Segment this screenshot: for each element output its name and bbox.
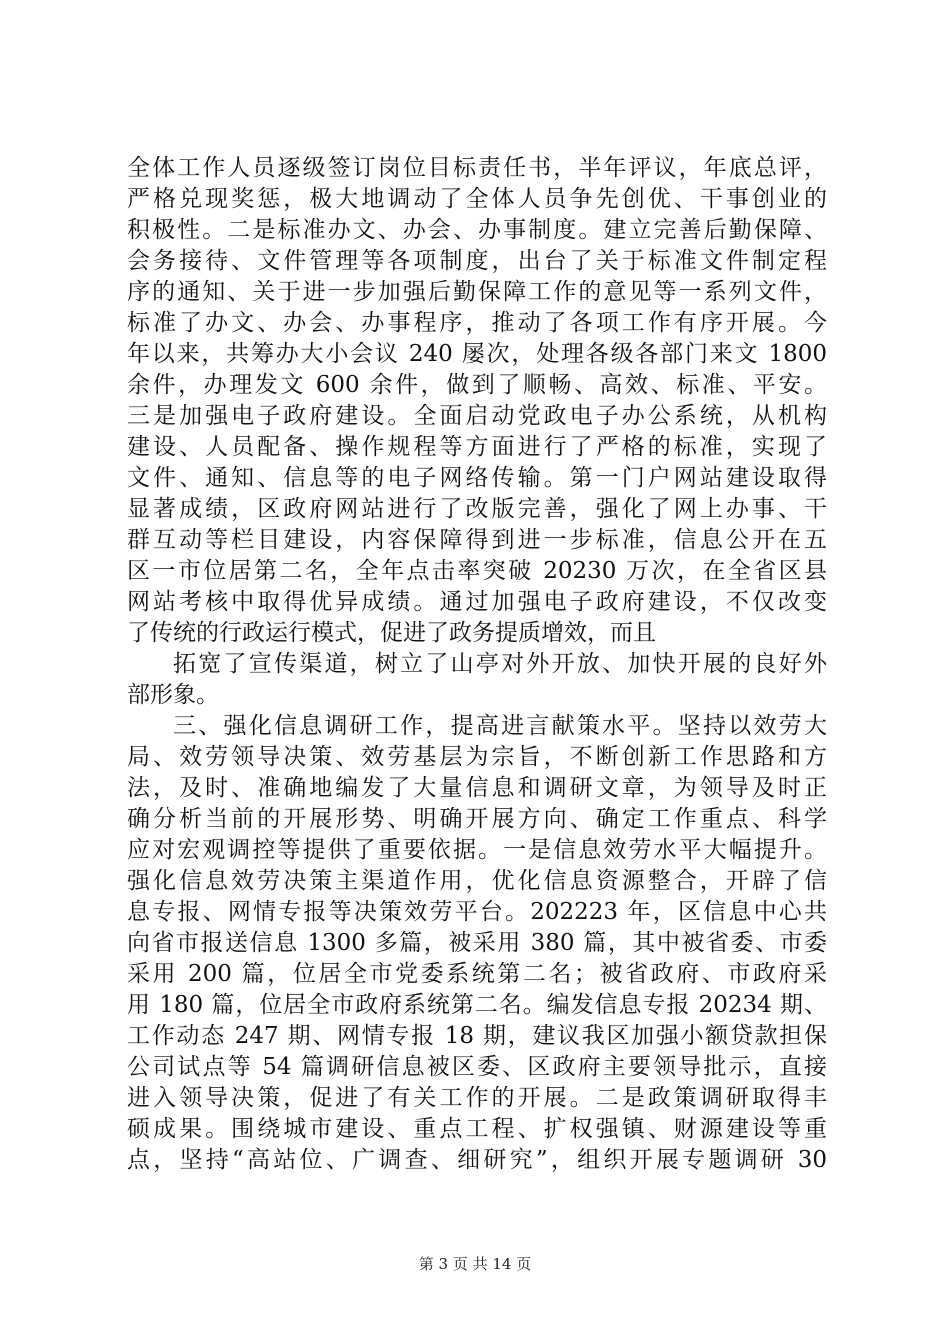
text-line: 公司试点等 54 篇调研信息被区委、区政府主要领导批示，直接 xyxy=(127,1054,827,1080)
text-line: 文件、通知、信息等的电子网络传输。第一门户网站建设取得 xyxy=(127,465,827,491)
text-line: 用 180 篇，位居全市政府系统第二名。编发信息专报 20234 期、 xyxy=(127,992,827,1018)
text-line: 群互动等栏目建设，内容保障得到进一步标准，信息公开在五 xyxy=(127,527,827,553)
text-line: 应对宏观调控等提供了重要依据。一是信息效劳水平大幅提升。 xyxy=(127,837,827,863)
text-line: 序的通知、关于进一步加强后勤保障工作的意见等一系列文件， xyxy=(127,279,827,305)
text-line: 强化信息效劳决策主渠道作用，优化信息资源整合，开辟了信 xyxy=(127,868,827,894)
text-line: 全体工作人员逐级签订岗位目标责任书，半年评议，年底总评， xyxy=(127,155,827,181)
text-line: 息专报、网情专报等决策效劳平台。202223 年，区信息中心共 xyxy=(127,899,827,925)
text-line: 法，及时、准确地编发了大量信息和调研文章，为领导及时正 xyxy=(127,775,827,801)
text-line: 余件，办理发文 600 余件，做到了顺畅、高效、标准、平安。 xyxy=(127,372,827,398)
text-line: 工作动态 247 期、网情专报 18 期，建议我区加强小额贷款担保 xyxy=(127,1023,827,1049)
document-body xyxy=(127,153,827,1176)
text-line: 向省市报送信息 1300 多篇，被采用 380 篇，其中被省委、市委 xyxy=(127,930,827,956)
text-line: 建设、人员配备、操作规程等方面进行了严格的标准，实现了 xyxy=(127,434,827,460)
text-line: 年以来，共筹办大小会议 240 屡次，处理各级各部门来文 1800 xyxy=(127,341,827,367)
text-line: 严格兑现奖惩，极大地调动了全体人员争先创优、干事创业的 xyxy=(127,186,827,212)
text-line: 三、强化信息调研工作，提高进言献策水平。坚持以效劳大 xyxy=(173,713,827,739)
text-line: 区一市位居第二名，全年点击率突破 20230 万次，在全省区县 xyxy=(127,558,827,584)
text-line: 部形象。 xyxy=(127,682,219,708)
page-number-footer: 第 3 页 共 14 页 xyxy=(418,1255,532,1273)
text-line: 采用 200 篇，位居全市党委系统第二名；被省政府、市政府采 xyxy=(127,961,827,987)
text-line: 标准了办文、办会、办事程序，推动了各项工作有序开展。今 xyxy=(127,310,827,336)
text-line: 确分析当前的开展形势、明确开展方向、确定工作重点、科学 xyxy=(127,806,827,832)
text-line: 拓宽了宣传渠道，树立了山亭对外开放、加快开展的良好外 xyxy=(173,651,827,677)
text-line: 进入领导决策，促进了有关工作的开展。二是政策调研取得丰 xyxy=(127,1085,827,1111)
text-line: 局、效劳领导决策、效劳基层为宗旨，不断创新工作思路和方 xyxy=(127,744,827,770)
text-line: 点，坚持“高站位、广调查、细研究”，组织开展专题调研 30 xyxy=(127,1147,827,1173)
text-line: 硕成果。围绕城市建设、重点工程、扩权强镇、财源建设等重 xyxy=(127,1116,827,1142)
text-line: 网站考核中取得优异成绩。通过加强电子政府建设，不仅改变 xyxy=(127,589,827,615)
text-line: 了传统的行政运行模式，促进了政务提质增效，而且 xyxy=(127,620,656,646)
text-line: 显著成绩，区政府网站进行了改版完善，强化了网上办事、干 xyxy=(127,496,827,522)
text-line: 积极性。二是标准办文、办会、办事制度。建立完善后勤保障、 xyxy=(127,217,827,243)
text-line: 会务接待、文件管理等各项制度，出台了关于标准文件制定程 xyxy=(127,248,827,274)
text-line: 三是加强电子政府建设。全面启动党政电子办公系统，从机构 xyxy=(127,403,827,429)
